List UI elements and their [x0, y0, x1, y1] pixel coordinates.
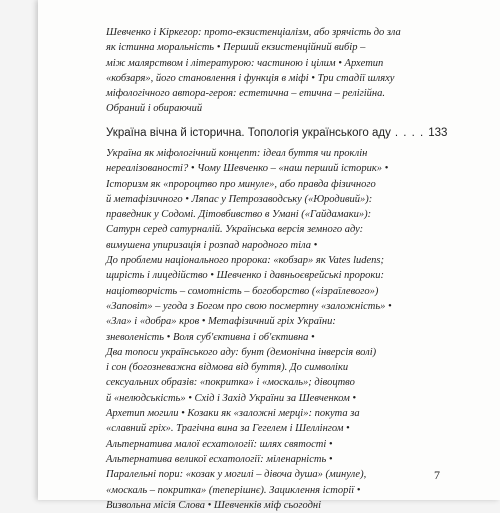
- summary-line: Альтернатива великої есхатології: міленарність •: [106, 453, 333, 465]
- summary-line: зневоленість • Воля суб'єктивна і об'єктивна •: [106, 331, 315, 343]
- summary-line: як істинна моральність • Перший екзистенційний вибір –: [106, 42, 366, 54]
- summary-line: праведник у Содомі. Дітовбивство в Умані («Гайдамаки»):: [106, 209, 372, 221]
- summary-line: Обраний і обираючий: [106, 103, 203, 115]
- summary-line: Історизм як «пророцтво про минуле», або правда фізичного: [106, 178, 376, 190]
- summary-line: До проблеми національного пророка: «кобзар» як Vates ludens;: [106, 255, 384, 267]
- summary-line: і сон (богозневажна відмова від буття). До символіки: [106, 362, 349, 374]
- chapter-heading[interactable]: [106, 127, 446, 139]
- summary-line: Україна як міфологічний концепт: ідеал буття чи проклін: [106, 148, 368, 159]
- summary-line: «славний гріх». Трагічна вина за Гегелем і Шеллінгом •: [106, 423, 350, 435]
- previous-section-summary: [106, 25, 436, 117]
- summary-line: Паралельні пори: «козак у могилі – дівоча душа» (минуле),: [106, 469, 367, 481]
- chapter-title: Україна вічна й історична. Топологія українського аду: [106, 127, 391, 139]
- summary-line: націотворчість – сомотність – богоборство («ізраїлевого»): [106, 285, 379, 297]
- summary-line: «Зла» і «добра» кров • Метафізичний гріх України:: [106, 316, 336, 328]
- summary-line: й «нелюдськість» • Схід і Захід України за Шевченком •: [106, 392, 357, 404]
- summary-line: Визвольна місія Слова • Шевченків міф сьогодні: [106, 499, 322, 511]
- summary-line: міфологічного автора-героя: естетична – етична – релігійна.: [106, 88, 385, 100]
- chapter-page-number: 133: [428, 127, 448, 139]
- summary-line: щирість і лицедійство • Шевченко і давньоєврейські пророки:: [106, 270, 385, 282]
- summary-line: нереалізованості? • Чому Шевченко – «наш перший історик» •: [106, 163, 389, 175]
- page-number: 7: [434, 468, 440, 482]
- leader-dots: . . . .: [394, 127, 425, 139]
- summary-line: між малярством і літературою: частиною і цілим • Архетип: [106, 57, 384, 69]
- summary-line: вимушена упиризація і розпад народного тіла •: [106, 239, 318, 251]
- summary-line: й метафізичного • Ляпас у Петрозаводську («Юродивий»):: [106, 193, 373, 205]
- summary-line: Сатурн серед сатурналій. Українська версія земного аду:: [106, 224, 364, 236]
- summary-line: Два топоси українського аду: бунт (демонічна інверсія волі): [106, 346, 377, 358]
- summary-line: сексуальних образів: «покритка» і «москаль»; дівоцтво: [106, 377, 355, 389]
- summary-line: «москаль – покритка» (теперішнє). Зациклення історії •: [106, 484, 361, 496]
- summary-line: «Заповіт» – угода з Богом про свою посмертну «заложність» •: [106, 300, 392, 312]
- summary-line: «кобзаря», його становлення і функція в міфі • Три стадії шляху: [106, 72, 395, 84]
- chapter-summary: [106, 146, 436, 513]
- summary-line: Архетип могили • Козаки як «заложні мерці»: покута за: [106, 408, 360, 420]
- summary-line: Альтернатива малої есхатології: шлях святості •: [106, 438, 333, 450]
- summary-line: Шевченко і Кіркегор: прото-екзистенціалізм, або зрячість до зла: [106, 27, 401, 38]
